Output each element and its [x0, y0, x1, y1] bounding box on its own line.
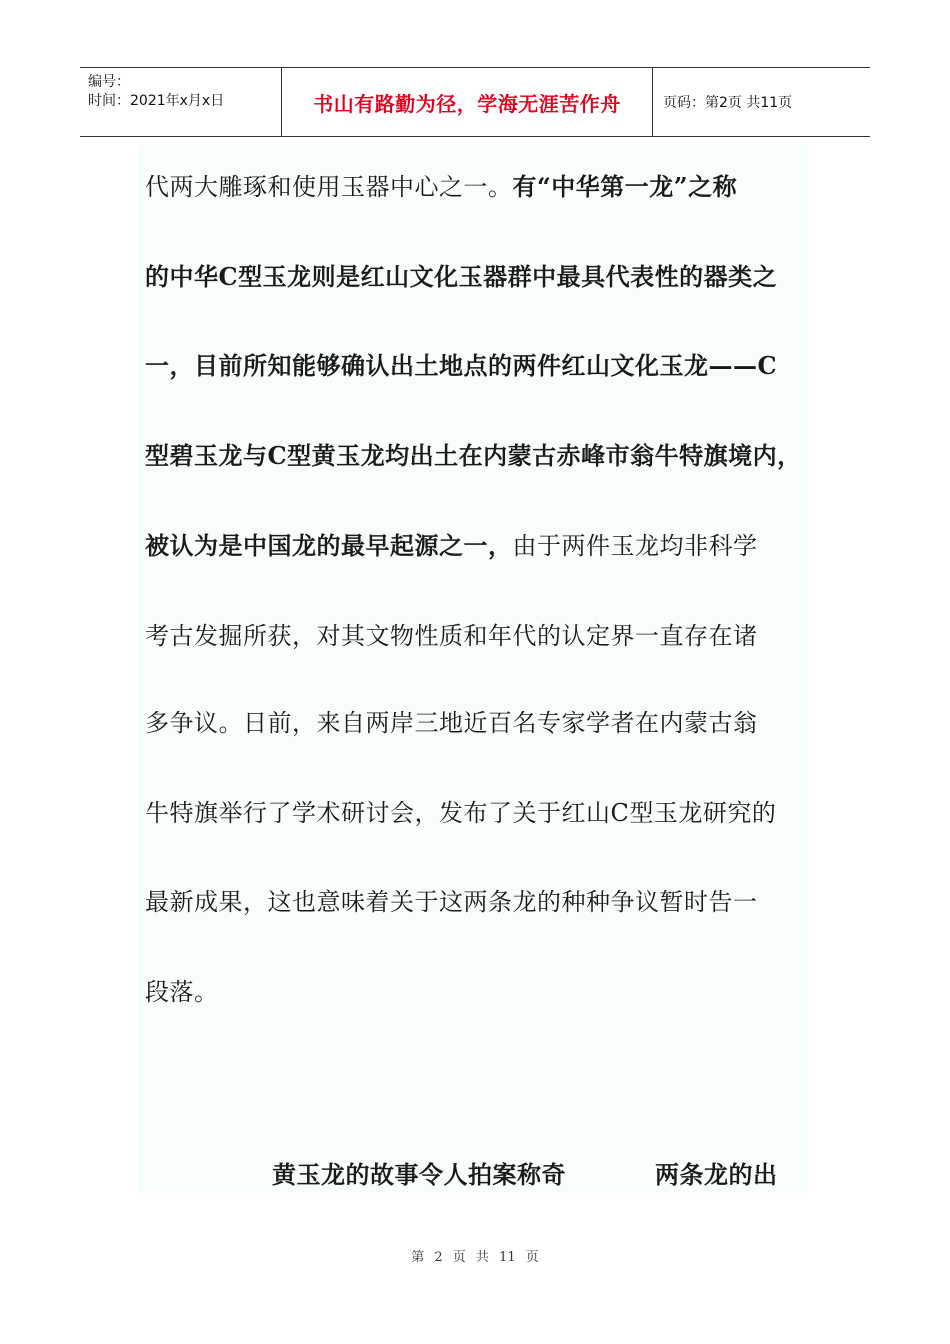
subheading-right: 两条龙的出: [655, 1160, 778, 1189]
header-motto: 书山有路勤为径，学海无涯苦作舟: [313, 91, 621, 116]
header-motto-cell: [281, 68, 653, 136]
page-header: [80, 67, 870, 137]
number-label: 编号：: [88, 74, 130, 90]
body-line-8: 牛特旗举行了学术研讨会，发布了关于红山C型玉龙研究的: [145, 799, 777, 827]
body-line-9: 最新成果，这也意味着关于这两条龙的种种争议暂时告一: [145, 888, 758, 916]
body-line-10: 段落。: [145, 978, 219, 1006]
body-line-7: 多争议。日前，来自两岸三地近百名专家学者在内蒙古翁: [145, 709, 758, 737]
body-line-2: 的中华C型玉龙则是红山文化玉器群中最具代表性的器类之: [145, 262, 778, 291]
body-line-3: 一，目前所知能够确认出土地点的两件红山文化玉龙——C: [145, 351, 778, 380]
header-meta: [80, 68, 281, 136]
page-footer: 第 2 页 共 11 页: [411, 1250, 539, 1265]
body-background: [138, 145, 808, 1193]
body-line-4: 型碧玉龙与C型黄玉龙均出土在内蒙古赤峰市翁牛特旗境内，: [145, 441, 802, 470]
date-label: 时间：2021年x月x日: [88, 93, 225, 109]
header-page-info: 页码：第2页 共11页: [663, 95, 793, 111]
subheading-left: 黄玉龙的故事令人拍案称奇: [272, 1160, 566, 1189]
body-line-1: 代两大雕琢和使用玉器中心之一。有“中华第一龙”之称: [145, 172, 738, 201]
body-line-5: 被认为是中国龙的最早起源之一，由于两件玉龙均非科学: [145, 531, 758, 560]
body-line-6: 考古发掘所获，对其文物性质和年代的认定界一直存在诸: [145, 622, 758, 650]
